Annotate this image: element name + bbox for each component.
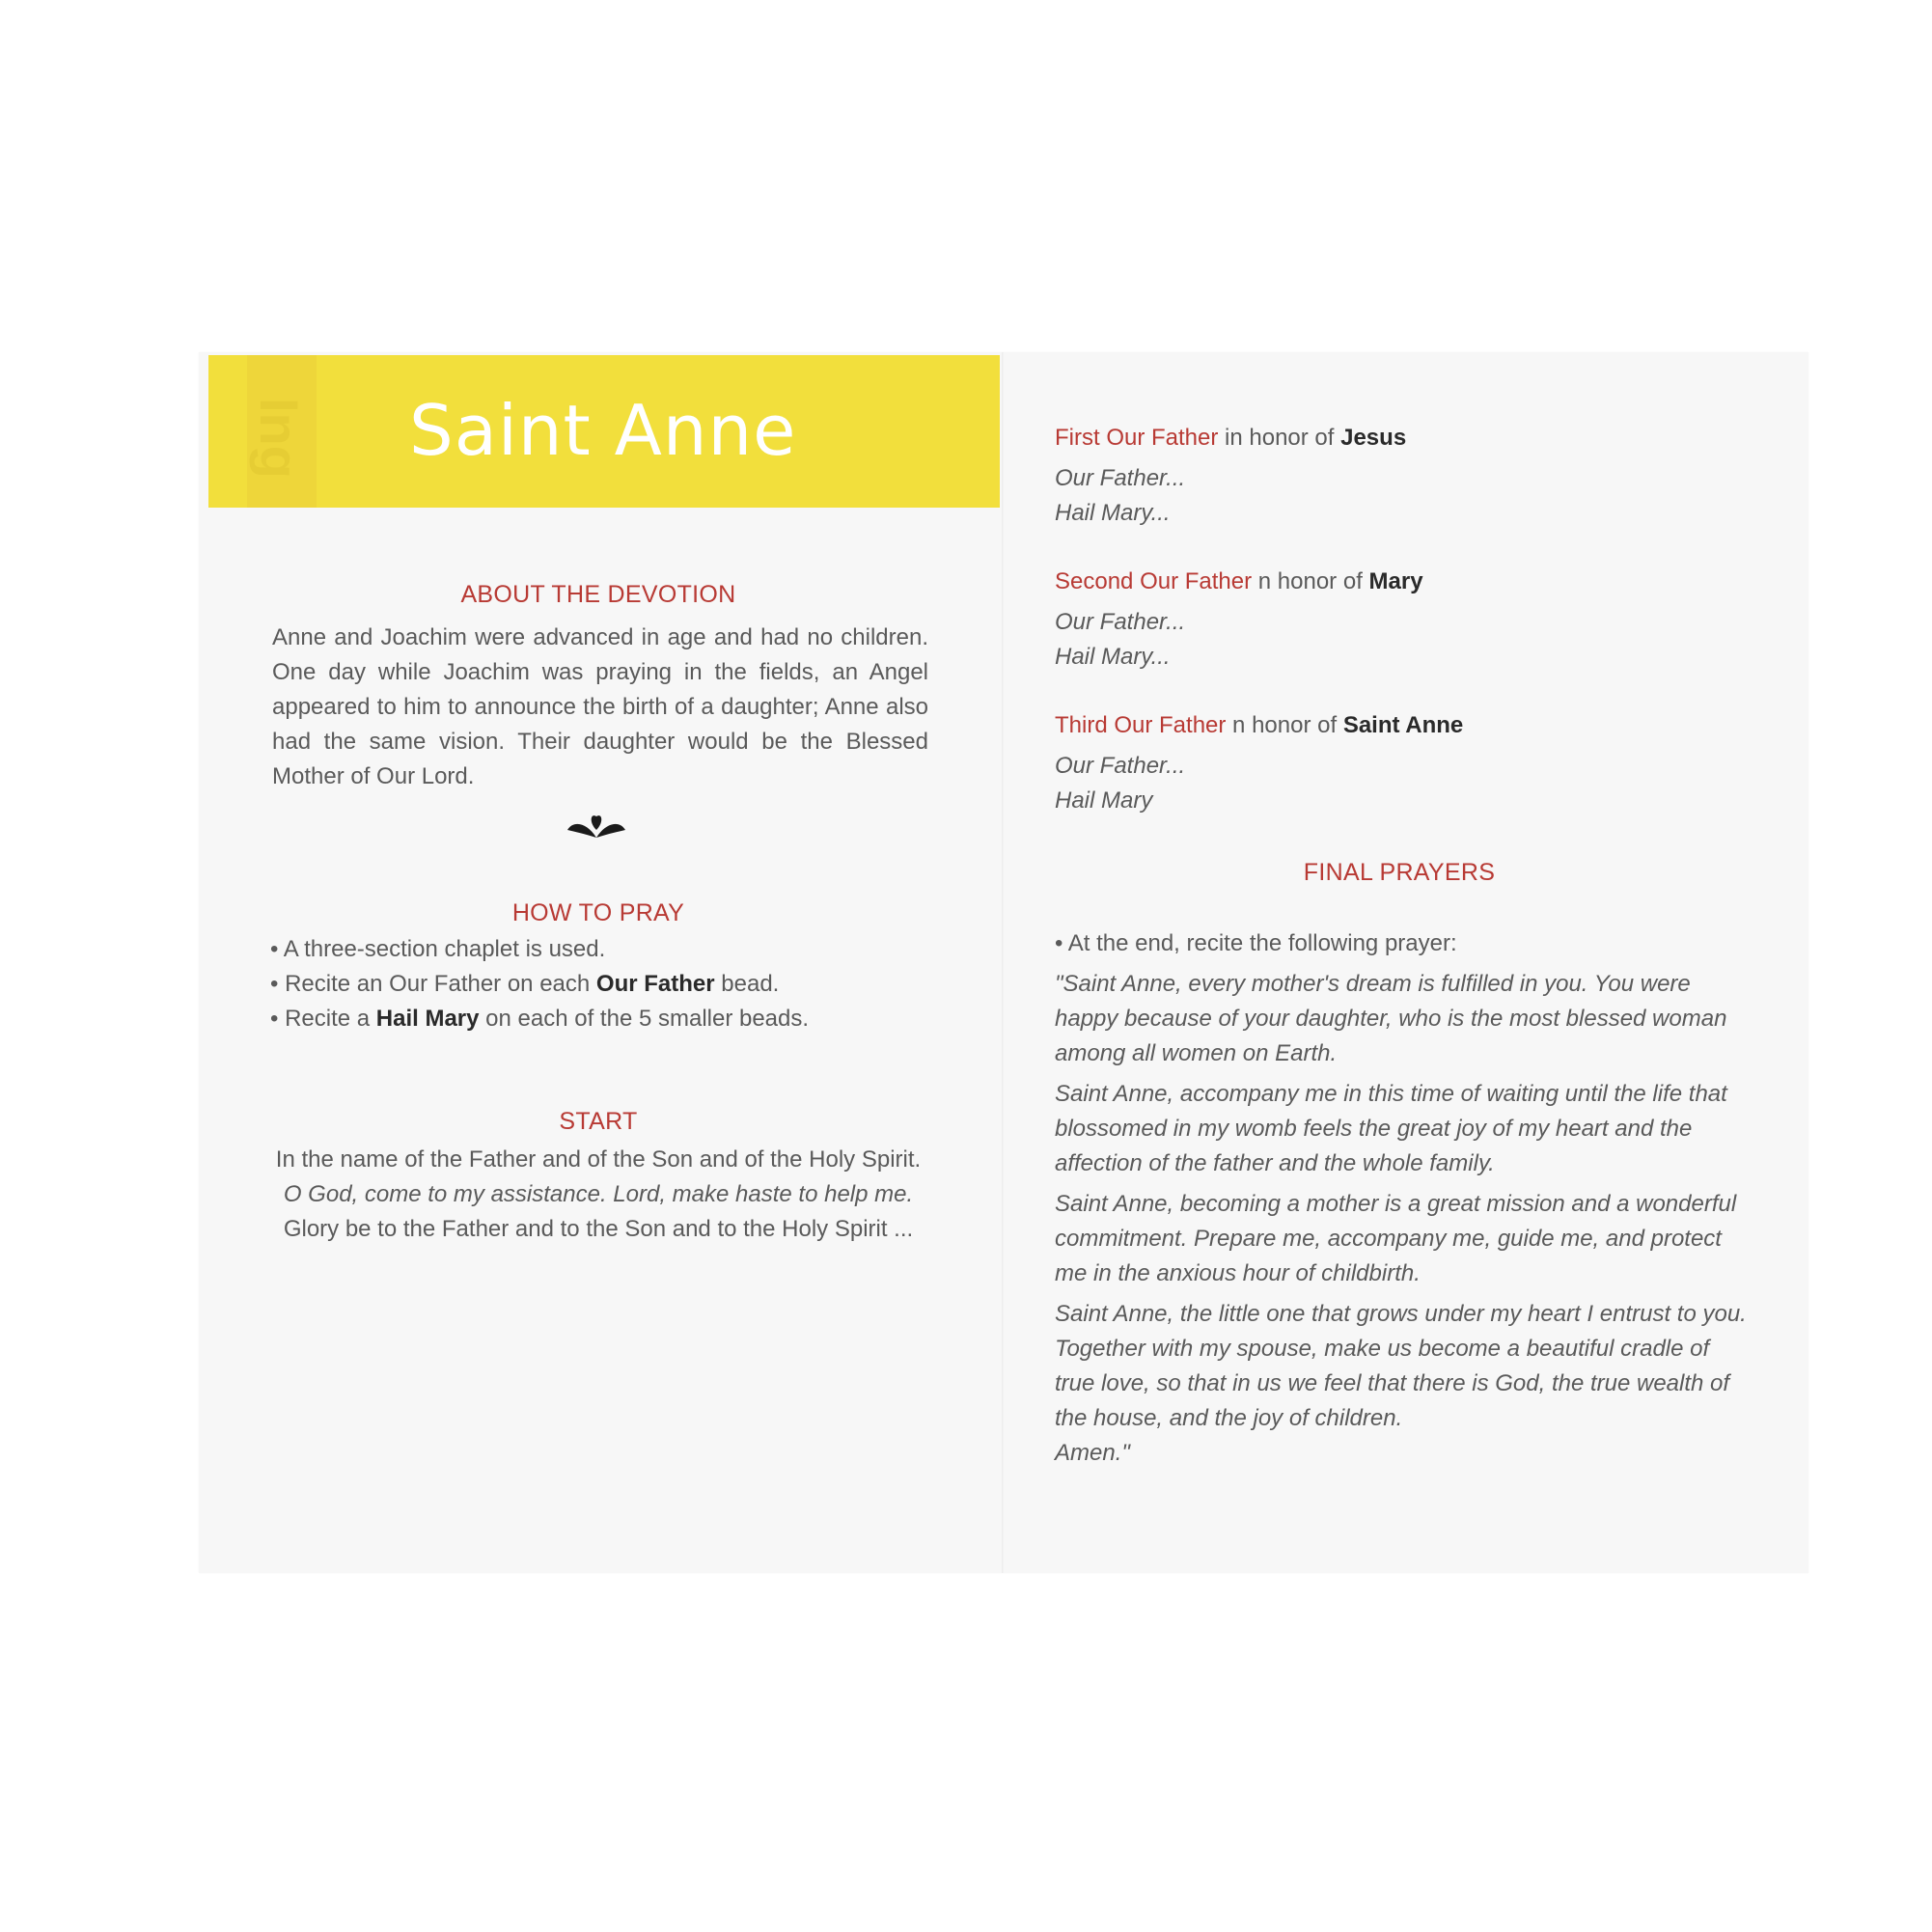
prayer-paragraph: Saint Anne, becoming a mother is a great mission and a wonderful commitment. Prepare me, accompany me, guide me, and protect me in the anxious hour of childbirth. — [1055, 1191, 1737, 1286]
prayer-paragraph: "Saint Anne, every mother's dream is fulfilled in you. You were happy because of your daughter, who is the most blessed woman among all women on Earth. — [1055, 971, 1727, 1066]
start-text — [241, 1143, 955, 1247]
how-to-pray-heading: HOW TO PRAY — [511, 899, 685, 926]
page-title: Saint Anne — [409, 390, 797, 471]
final-prayers-heading: FINAL PRAYERS — [1303, 859, 1496, 886]
start-line: In the name of the Father and of the Son and of the Holy Spirit. — [275, 1146, 922, 1173]
section-title: Third Our Father n honor of Saint Anne — [1055, 712, 1464, 738]
section-title: Second Our Father n honor of Mary — [1055, 568, 1423, 594]
banner-side-text: Ing — [249, 398, 310, 479]
prayer-line: Hail Mary... — [1055, 644, 1171, 670]
title-banner — [208, 355, 1000, 508]
section-first — [1055, 421, 1788, 531]
section-third — [1055, 708, 1788, 818]
list-item: • Recite an Our Father on each Our Father bead. — [270, 971, 780, 997]
section-title: First Our Father in honor of Jesus — [1055, 425, 1407, 451]
prayer-line: Hail Mary... — [1055, 500, 1171, 526]
how-to-pray-list — [270, 932, 946, 1036]
start-heading: START — [559, 1108, 638, 1135]
section-second — [1055, 565, 1788, 675]
leaf-heart-ornament-icon — [566, 809, 627, 843]
center-fold — [1002, 352, 1004, 1573]
prayer-paragraph: Saint Anne, accompany me in this time of waiting until the life that blossomed in my womb feels the great joy of my heart and the affection of the father and the whole family. — [1055, 1081, 1727, 1176]
list-item: • A three-section chaplet is used. — [270, 936, 606, 962]
list-item: • Recite a Hail Mary on each of the 5 smaller beads. — [270, 1006, 810, 1032]
prayer-amen: Amen." — [1055, 1440, 1130, 1466]
about-text: Anne and Joachim were advanced in age and had no children. One day while Joachim was praying in the fields, an Angel appeared to him to announce the birth of a daughter; Anne also had the same vision. Their daughter would be the Blessed Mother of Our Lord. — [272, 624, 928, 789]
start-line: Glory be to the Father and to the Son and to the Holy Spirit ... — [283, 1216, 914, 1242]
final-intro: • At the end, recite the following prayer: — [1055, 930, 1457, 956]
prayer-line: Our Father... — [1055, 465, 1186, 491]
start-line: O God, come to my assistance. Lord, make haste to help me. — [283, 1181, 914, 1207]
about-heading: ABOUT THE DEVOTION — [460, 581, 736, 608]
prayer-paragraph: Saint Anne, the little one that grows under my heart I entrust to you. Together with my spouse, make us become a beautiful cradle of true love, so that in us we feel that there is God, the true wealth of the house, and the joy of children. — [1055, 1301, 1747, 1431]
prayer-line: Our Father... — [1055, 753, 1186, 779]
prayer-line: Hail Mary — [1055, 787, 1153, 814]
prayer-line: Our Father... — [1055, 609, 1186, 635]
final-prayer-text — [1055, 926, 1750, 1471]
